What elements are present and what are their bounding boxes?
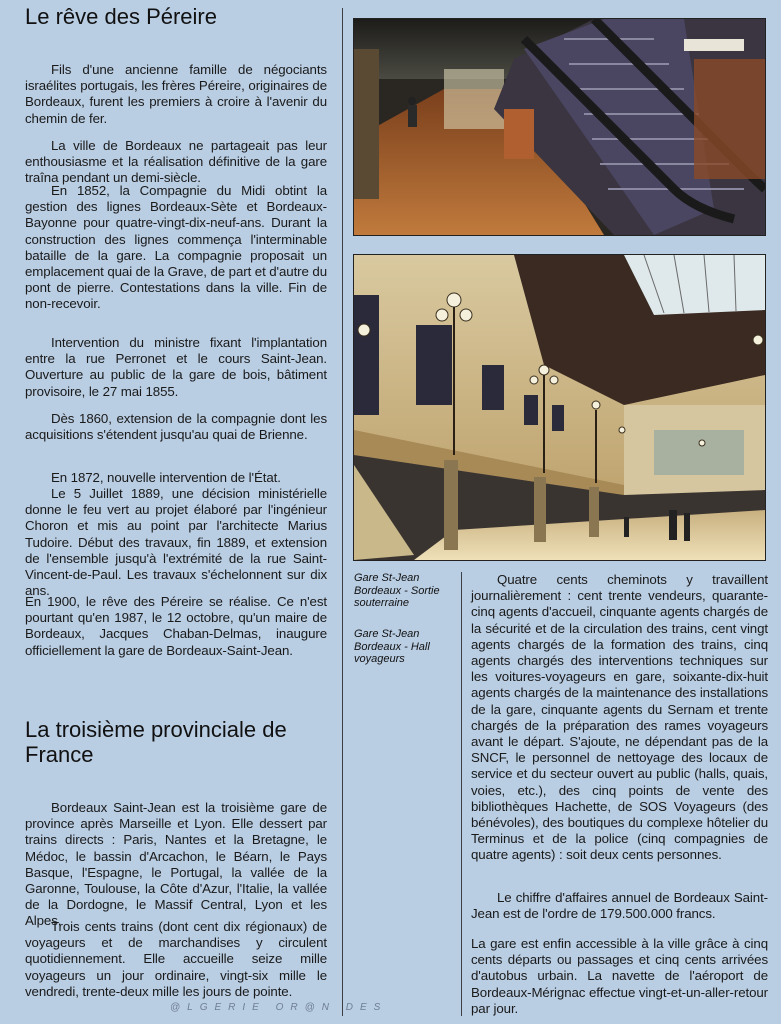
paragraph: Intervention du ministre fixant l'implantation entre la rue Perronet et le cours Saint-Jean. Ouverture au public de la gare de bois, bâtiment provisoire, le 27 mai 1855. — [25, 335, 327, 399]
caption-photo1: Gare St-Jean Bordeaux - Sortie souterraine — [354, 572, 440, 609]
hall-image — [354, 255, 765, 560]
paragraph: Le 5 Juillet 1889, une décision ministérielle donne le feu vert au projet élaboré par l'ingénieur Choron et mis au point par l'architecte Marius Tudoire. Début des travaux, fin 1889, et extension de l'ensemble jusqu'à l'extrémité de la rue Saint-Vincent-de-Paul. Les travaux s'échelonnent sur dix ans. — [25, 486, 327, 599]
paragraph: Quatre cents cheminots y travaillent journalièrement : cent trente vendeurs, quarante-cinq agents d'accueil, cinquante agents chargés de la sécurité et de la circulation des trains, cent vingt agents chargés de la formation des trains, cinq agents chargés des interventions techniques sur les voitures-voyageurs en gare, soixante-dix-huit agents chargés de la maintenance des installations de la gare, cinquante agents du Sernam et trente chargés de la préparation des rames voyageurs avant le départ. S'ajoute, ne dépendant pas de la SNCF, le personnel de nettoyage des locaux de service et du secteur ouvert au public (halls, quais, voies, etc.), des cinq points de vente des bibliothèques Hachette, de SOS Voyageurs (des bénévoles), des boutiques du complexe hôtelier du Terminus et de la police (cinq compagnies de quatre agents) : soit deux cents personnes. — [471, 572, 768, 863]
paragraph: En 1852, la Compagnie du Midi obtint la gestion des lignes Bordeaux-Sète et Bordeaux-Bayonne pour quatre-vingt-dix-neuf-ans. Durant la construction des lignes commença l'interminable bataille de la gare. La compagnie proposait un emplacement quai de la Grave, de part et d'autre du pont de pierre. Contestations dans la ville. Fin de non-recevoir. — [25, 183, 327, 312]
paragraph: En 1900, le rêve des Péreire se réalise. Ce n'est pourtant qu'en 1987, le 12 octobre, qu'un maire de Bordeaux, Jacques Chaban-Delmas, inaugure officiellement la gare de Bordeaux-Saint-Jean. — [25, 594, 327, 658]
paragraph: Trois cents trains (dont cent dix régionaux) de voyageurs et de marchandises y circulent quotidiennement. Elle accueille seize mille voyageurs un jour ordinaire, vingt-six mille le vendredi, trente-deux mille les jours de pointe. — [25, 919, 327, 999]
photo-hall-voyageurs — [353, 254, 766, 561]
paragraph: La ville de Bordeaux ne partageait pas leur enthousiasme et la réalisation définitive de la gare traîna pendant un demi-siècle. — [25, 138, 327, 186]
watermark: @LGERIE OR@N DES — [170, 1002, 388, 1013]
paragraph: Bordeaux Saint-Jean est la troisième gare de province après Marseille et Lyon. Elle dessert par trains directs : Paris, Nantes et la Bretagne, le Médoc, le bassin d'Arcachon, le Béarn, le Pays Basque, l'Espagne, le Portugal, la vallée de la Garonne, Toulouse, la Côte d'Azur, l'Italie, la vallée de la Dordogne, le Massif Central, Lyon et les Alpes. — [25, 800, 327, 929]
paragraph: Fils d'une ancienne famille de négociants israélites portugais, les frères Péreire, originaires de Bordeaux, furent les premiers à croire à l'avenir du chemin de fer. — [25, 62, 327, 126]
paragraph: Le chiffre d'affaires annuel de Bordeaux Saint-Jean est de l'ordre de 179.500.000 francs. — [471, 890, 768, 922]
section-title-reve: Le rêve des Péreire — [25, 4, 217, 29]
paragraph: La gare est enfin accessible à la ville grâce à cinq cents départs ou passages et cinq cents arrivées d'autobus urbain. La navette de l'aéroport de Bordeaux-Mérignac effectue vingt-et-un-aller-retour par jour. — [471, 936, 768, 1016]
column-divider — [342, 8, 343, 1016]
escalator-image — [354, 19, 765, 235]
paragraph: Dès 1860, extension de la compagnie dont les acquisitions s'étendent jusqu'au quai de Brienne. — [25, 411, 327, 443]
caption-divider — [461, 572, 462, 1016]
section-title-troisieme: La troisième provinciale de France — [25, 717, 287, 767]
paragraph: En 1872, nouvelle intervention de l'État. — [51, 470, 281, 485]
caption-photo2: Gare St-Jean Bordeaux - Hall voyageurs — [354, 628, 430, 665]
photo-sortie-souterraine — [353, 18, 766, 236]
